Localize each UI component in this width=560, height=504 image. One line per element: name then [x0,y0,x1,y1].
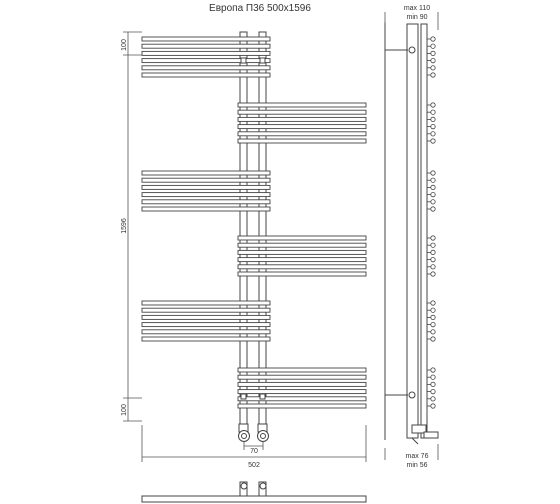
side-bar-end [431,73,435,77]
towel-bar [142,73,270,77]
connection-spacing-label: 70 [250,448,258,455]
bottom-right-bracket [260,394,265,399]
towel-bar [142,171,270,175]
side-min-bottom-label: min 56 [406,462,428,469]
side-bar-end [431,44,435,48]
side-bar-end [431,265,435,269]
side-bar-end [431,178,435,182]
top-left-bracket [241,58,246,63]
left-collector-pipe [240,32,247,424]
towel-bar [142,185,270,189]
towel-bar [238,404,366,408]
towel-bar [142,44,270,48]
towel-bar [238,103,366,107]
top-right-bracket [260,58,265,63]
side-bar-end [431,404,435,408]
towel-bar [142,207,270,211]
towel-bar [238,250,366,254]
side-bar-end [431,397,435,401]
side-max-top-label: max 110 [403,5,431,12]
side-bar-end [431,58,435,62]
towel-bar [142,193,270,197]
towel-bar [238,397,366,401]
bottom-view-bar [142,496,366,502]
towel-bar [142,330,270,334]
bar-stack [142,37,366,408]
towel-bar [238,125,366,129]
towel-bar [142,308,270,312]
side-bar-end [431,322,435,326]
side-bar-end [431,236,435,240]
towel-bar [238,265,366,269]
side-bar-end [431,389,435,393]
towel-bar [238,132,366,136]
bottom-view [142,482,366,502]
side-bar-end [431,200,435,204]
side-max-bottom-label: max 76 [405,453,429,460]
height-label: 1596 [121,218,128,234]
towel-bar [238,139,366,143]
side-bar-end [431,315,435,319]
side-bar-end [431,337,435,341]
side-min-top-label: min 90 [406,14,428,21]
side-bar-end [431,368,435,372]
right-connection-valve [258,424,269,442]
side-bar-end [431,330,435,334]
side-bar-end [431,51,435,55]
side-collector-front [421,24,427,438]
towel-bar [238,243,366,247]
towel-bar [142,37,270,41]
side-bar-end [431,257,435,261]
side-bar-end [431,192,435,196]
bottom-left-bracket [241,394,246,399]
towel-bar [238,375,366,379]
left-connection-valve [239,424,250,442]
side-bar-end [431,66,435,70]
side-bar-end [431,124,435,128]
side-bar-end [431,103,435,107]
side-collector [407,24,418,438]
towel-bar [238,368,366,372]
towel-bar [142,200,270,204]
side-bar-ends [427,37,435,408]
towel-bar [142,59,270,63]
towel-bar [238,117,366,121]
side-bar-end [431,301,435,305]
towel-bar [142,51,270,55]
side-bar-end [431,272,435,276]
side-bar-end [431,207,435,211]
drawing-title: Европа П36 500х1596 [209,3,311,14]
towel-bar [238,390,366,394]
towel-bar [142,301,270,305]
towel-bar [238,258,366,262]
width-label: 502 [248,462,260,469]
towel-bar [142,66,270,70]
towel-bar [238,236,366,240]
side-bar-end [431,132,435,136]
side-bottom-bracket [385,392,415,398]
side-bar-end [431,308,435,312]
side-bar-end [431,117,435,121]
side-bar-end [431,250,435,254]
towel-bar [238,272,366,276]
side-bar-end [431,37,435,41]
towel-bar [142,323,270,327]
front-view [142,32,366,442]
side-bar-end [431,375,435,379]
side-bar-end [431,382,435,386]
towel-bar [142,315,270,319]
side-bar-end [431,110,435,114]
side-top-bracket [385,47,415,53]
side-bar-end [431,139,435,143]
side-bar-end [431,243,435,247]
right-collector-pipe [259,32,266,424]
side-bar-end [431,171,435,175]
side-bar-end [431,185,435,189]
towel-bar [142,337,270,341]
top-gap-label: 100 [121,39,128,51]
towel-bar [238,382,366,386]
towel-bar [142,178,270,182]
side-view [385,22,438,444]
bottom-gap-label: 100 [121,404,128,416]
towel-bar [238,110,366,114]
